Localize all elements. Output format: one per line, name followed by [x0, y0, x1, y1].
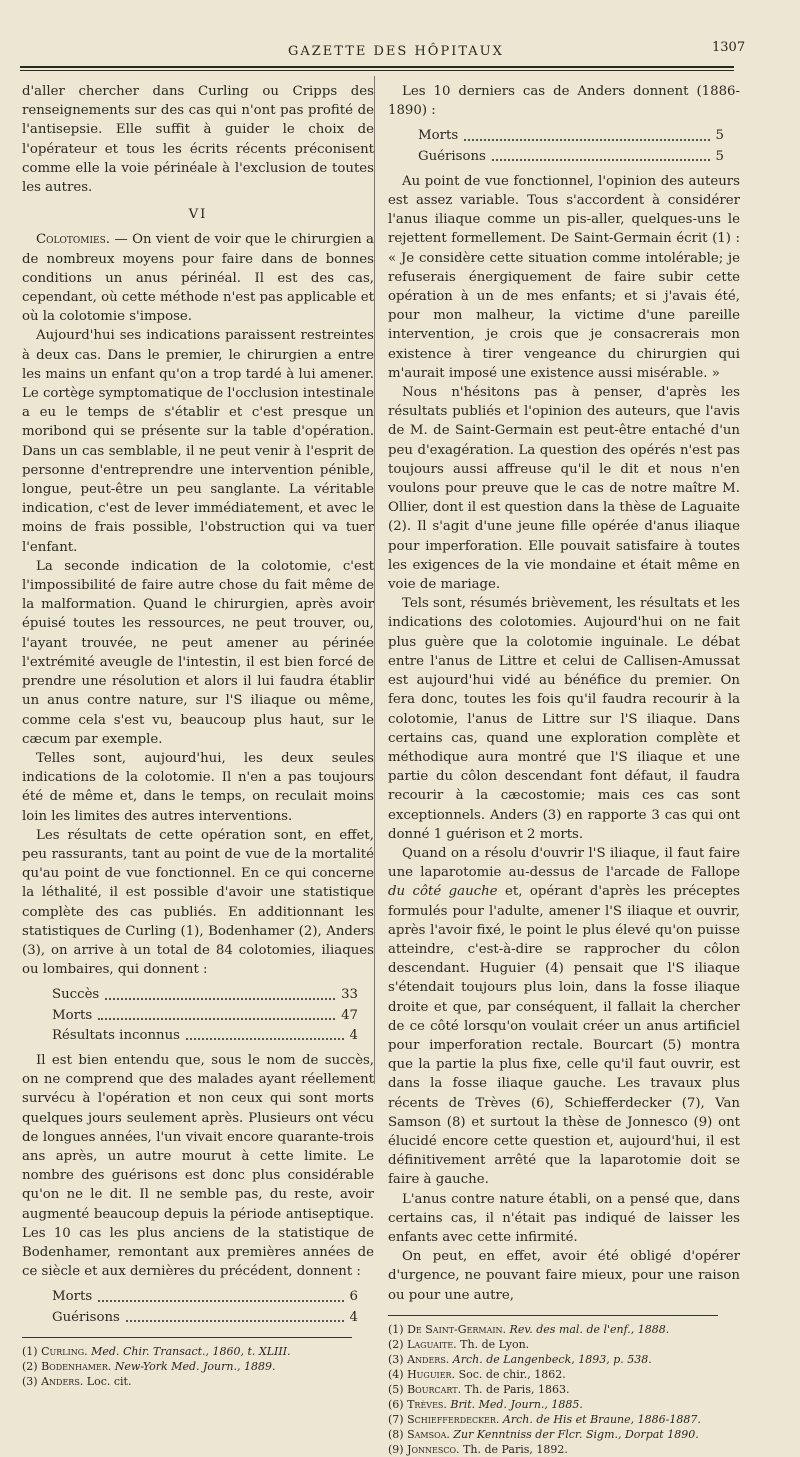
paragraph: [388, 844, 740, 1190]
footnote-rule: [22, 1337, 352, 1338]
stat-value: 4: [349, 1309, 358, 1325]
page-header: [0, 38, 800, 66]
stat-label: Morts: [52, 1289, 93, 1305]
statistics-table: [388, 126, 740, 165]
stat-row: [22, 1026, 374, 1045]
footnotes: [388, 1322, 740, 1457]
footnote: (8) Samsoa. Zur Kenntniss der Flcr. Sigm., Dorpat 1890.: [388, 1427, 699, 1441]
footnote: (2) Laguaite. Th. de Lyon.: [388, 1337, 530, 1351]
paragraph: On peut, en effet, avoir été obligé d'opérer d'urgence, ne pouvant faire mieux, pour une raison ou pour une autre,: [388, 1249, 740, 1303]
stat-row: [388, 147, 740, 166]
footnote: (6) Trèves. Brit. Med. Journ., 1885.: [388, 1397, 583, 1411]
stat-value: 6: [349, 1289, 358, 1305]
paragraph: Nous n'hésitons pas à penser, d'après les résultats publiés et l'opinion des auteurs, que l'avis de M. de Saint-Germain est peut-être entaché d'un peu d'exagération. La question des opérés n'est pas toujours aussi affreuse qu'il le dit et nous n'en voulons pour preuve que le cas de notre maître M. Ollier, dont il est question dans la thèse de Laguaite (2). Il s'agit d'une jeune fille opérée d'anus iliaque pour imperforation. Elle pouvait satisfaire à toutes les exigences de la vie mondaine et était même en voie de mariage.: [388, 385, 740, 593]
paragraph: Tels sont, résumés brièvement, les résultats et les indications des colotomies. Aujourd'hui on ne fait plus guère que la colotomie inguinale. Le débat entre l'anus de Littre et celui de Callisen-Amussat est aujourd'hui vidé au bénéfice du premier. On fera donc, toutes les fois qu'il faudra recourir à la colotomie, l'anus de Littre sur l'S iliaque. Dans certains cas, quand une exploration complète et méthodique aura montré que l'S iliaque et une partie du côlon descendant font défaut, il faudra recourir à la cæcostomie; mais ces cas sont exceptionnels. Anders (3) en rapporte 3 cas qui ont donné 1 guérison et 2 morts.: [388, 596, 740, 842]
footnote: (3) Anders. Arch. de Langenbeck, 1893, p. 538.: [388, 1352, 652, 1366]
stat-row: [22, 1006, 374, 1025]
footnote: (5) Bourcart. Th. de Paris, 1863.: [388, 1382, 570, 1396]
paragraph: Les 10 derniers cas de Anders donnent (1886-1890) :: [388, 84, 740, 119]
paragraph: Il est bien entendu que, sous le nom de succès, on ne comprend que des malades ayant réellement survécu à l'opération et non ceux qui sont morts quelques jours seulement après. Plusieurs ont vécu de longues années, l'un vivait encore quarante-trois ans après, un autre mourut à cette limite. Le nombre des guérisons est donc plus considérable qu'on ne le dit. Il ne semble pas, du reste, avoir augmenté beaucoup depuis la période antiseptique. Les 10 cas les plus anciens de la statistique de Bodenhamer, remontant aux premières années de ce siècle et aux dernières du précédent, donnent :: [22, 1052, 374, 1280]
statistics-table: [22, 985, 374, 1045]
footnote: (4) Huguier. Soc. de chir., 1862.: [388, 1367, 566, 1381]
stat-value: 5: [715, 148, 724, 164]
paragraph-text: et, opérant d'après les préceptes formulés pour l'adulte, amener l'S iliaque et ouvrir, après l'avoir fixé, le point le plus élevé qu'on puisse atteindre, c'est-à-dire se rapprocher du côlon descendant. Huguier (4) pensait que l'S iliaque s'étendait toujours plus loin, dans la fosse iliaque droite et que, par conséquent, il fallait la chercher de ce côté lorsqu'on voulait créer un anus artificiel pour imperforation rectale. Bourcart (5) montra que la partie la plus fixe, celle qu'il faut ouvrir, est dans la fosse iliaque gauche. Les travaux plus récents de Trèves (6), Schiefferdecker (7), Van Samson (8) et surtout la thèse de Jonnesco (9) ont élucidé encore cette question et, aujourd'hui, il est définitivement arrêté que la laparotomie doit se faire à gauche.: [388, 884, 740, 1188]
stat-label: Morts: [418, 128, 459, 144]
paragraph: La seconde indication de la colotomie, c'est l'impossibilité de faire autre chose du fait même de la malformation. Quand le chirurgien, après avoir épuisé toutes les ressources, ne peut trouver, ou, l'ayant trouvée, ne peut amener au périnée l'extrémité aveugle de l'intestin, il est bien forcé de prendre une résolution et alors il lui faudra établir un anus contre nature, sur l'S iliaque ou même, comme cela s'est vu, beaucoup plus haut, sur le cæcum par exemple.: [22, 558, 374, 747]
section-heading: VI: [188, 207, 208, 223]
paragraph: Les résultats de cette opération sont, en effet, peu rassurants, tant au point de vue de la mortalité qu'au point de vue fonctionnel. En ce qui concerne la léthalité, il est possible d'avoir une statistique complète des cas publiés. En additionnant les statistiques de Curling (1), Bodenhamer (2), Anders (3), on arrive à un total de 84 colotomies, iliaques ou lombaires, qui donnent :: [22, 827, 374, 978]
stat-row: [388, 126, 740, 145]
paragraph: L'anus contre nature établi, on a pensé que, dans certains cas, il n'était pas indiqué de laisser les enfants avec cette infirmité.: [388, 1191, 740, 1245]
stat-row: [22, 985, 374, 1004]
paragraph: d'aller chercher dans Curling ou Cripps des renseignements sur des cas qui n'ont pas profité de l'antisepsie. Elle suffit à guider le choix de l'opérateur et tous les écrits récents préconisent comme elle la voie périnéale à l'exclusion de toutes les autres.: [22, 84, 374, 196]
right-column: [388, 82, 740, 1457]
stat-row: [22, 1287, 374, 1306]
stat-value: 4: [349, 1027, 358, 1043]
page-number: 1307: [712, 40, 746, 55]
footnote: (2) Bodenhamer. New-York Med. Journ., 1889.: [22, 1359, 276, 1373]
stat-label: Guérisons: [52, 1309, 120, 1325]
paragraph-text: — On vient de voir que le chirurgien a de nombreux moyens pour faire dans de bonnes conditions un anus périnéal. Il est des cas, cependant, où cette méthode n'est pas applicable et où la colotomie s'impose.: [22, 232, 374, 325]
footnote: (1) De Saint-Germain. Rev. des mal. de l'enf., 1888.: [388, 1322, 670, 1336]
stat-row: [22, 1308, 374, 1327]
paragraph: Aujourd'hui ses indications paraissent restreintes à deux cas. Dans le premier, le chirurgien a entre les mains un enfant qu'on a trop tardé à lui amener. Le cortège symptomatique de l'occlusion intestinale a eu le temps de s'établir et c'est presque un moribond qui se présente sur la table d'opération. Dans un cas semblable, il ne peut venir à l'esprit de personne d'entreprendre une intervention pénible, longue, peut-être un peu sanglante. La véritable indication, c'est de lever immédiatement, et avec le moins de frais possible, l'obstruction qui va tuer l'enfant.: [22, 328, 374, 555]
paragraph-text: Quand on a résolu d'ouvrir l'S iliaque, il faut faire une laparotomie au-dessus de l'arcade de Fallope: [388, 845, 740, 881]
footnote: (9) Jonnesco. Th. de Paris, 1892.: [388, 1442, 568, 1456]
footnotes: [22, 1344, 374, 1389]
footnote: (7) Schiefferdecker. Arch. de His et Braune, 1886-1887.: [388, 1412, 701, 1426]
stat-label: Guérisons: [418, 148, 486, 164]
stat-value: 5: [715, 128, 724, 144]
footnote: (1) Curling. Med. Chir. Transact., 1860, t. XLIII.: [22, 1344, 291, 1358]
header-rule: [20, 66, 734, 71]
paragraph: Au point de vue fonctionnel, l'opinion des auteurs est assez variable. Tous s'accordent à considérer l'anus iliaque comme un pis-aller, quelques-uns le rejettent formellement. De Saint-Germain écrit (1) : « Je considère cette situation comme intolérable; je refuserais énergiquement de faire subir cette opération à un de mes enfants; et si j'avais été, pour mon malheur, la victime d'une pareille intervention, je crois que je consacrerais mon existence à tirer vengeance du chirurgien qui m'aurait imposé une existence aussi misérable. »: [388, 173, 740, 381]
stat-label: Résultats inconnus: [52, 1027, 180, 1043]
run-in-heading: Colotomies.: [36, 232, 111, 248]
paragraph: Telles sont, aujourd'hui, les deux seules indications de la colotomie. Il n'en a pas toujours été de même et, dans le temps, on reculait moins loin les limites des autres interventions.: [22, 750, 374, 824]
left-column: [22, 82, 374, 1389]
stat-value: 33: [341, 987, 358, 1003]
footnote-rule: [388, 1315, 718, 1316]
stat-value: 47: [341, 1007, 358, 1023]
emphasis-text: du côté gauche: [388, 884, 498, 900]
column-divider: [374, 76, 375, 1084]
statistics-table: [22, 1287, 374, 1326]
stat-label: Succès: [52, 987, 100, 1003]
journal-title: GAZETTE DES HÔPITAUX: [288, 44, 504, 59]
stat-label: Morts: [52, 1007, 93, 1023]
footnote: (3) Anders. Loc. cit.: [22, 1374, 132, 1388]
paragraph: [22, 230, 374, 326]
